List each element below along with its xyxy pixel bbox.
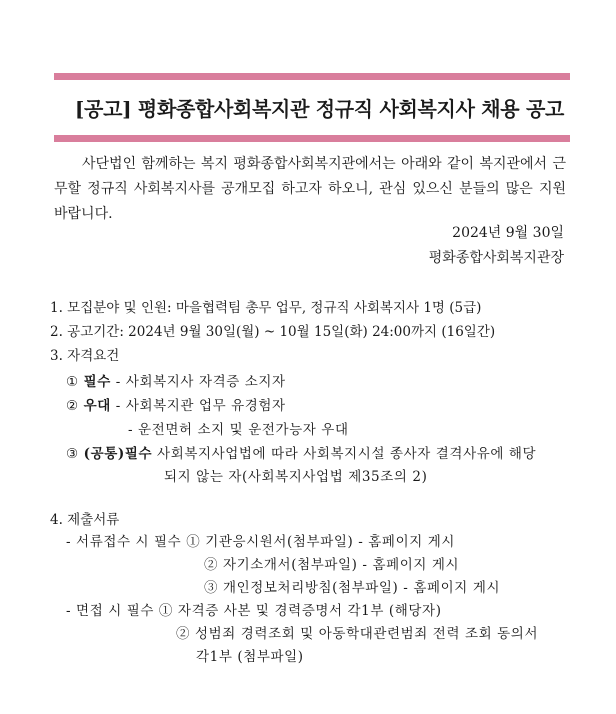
preferred-label: 우대	[83, 398, 111, 414]
qualification-preferred-extra: - 운전면허 소지 및 운전가능자 우대	[128, 422, 349, 438]
document-item-2: ② 자기소개서(첨부파일) - 홈페이지 게시	[204, 557, 460, 573]
announcement-date: 2024년 9월 30일	[452, 225, 564, 241]
qualifications-heading: 3. 자격요건	[50, 348, 120, 364]
page-title: [공고] 평화종합사회복지관 정규직 사회복지사 채용 공고	[74, 97, 564, 121]
required-text: - 사회복지사 자격증 소지자	[110, 374, 286, 390]
qualification-common	[66, 444, 536, 464]
interview-item-2-cont: 각1부 (첨부파일)	[196, 649, 304, 665]
qualification-common-cont: 되지 않는 자(사회복지사업법 제35조의 2)	[164, 469, 428, 485]
interview-item-2: ② 성범죄 경력조회 및 아동학대관련범죄 전력 조회 동의서	[176, 626, 539, 642]
recruit-field-line: 1. 모집분야 및 인원: 마을협력팀 총무 업무, 정규직 사회복지사 1명 (5급)	[50, 300, 482, 316]
required-label: 필수	[83, 374, 111, 390]
qualification-preferred	[66, 396, 286, 416]
item-number: ③	[66, 446, 84, 462]
interview-item-1: - 면접 시 필수 ① 자격증 사본 및 경력증명서 각1부 (해당자)	[66, 603, 442, 619]
item-number: ②	[66, 398, 84, 414]
announcement-signer: 평화종합사회복지관장	[428, 250, 564, 266]
common-label: (공통)필수	[83, 446, 153, 462]
document-item-1: - 서류접수 시 필수 ① 기관응시원서(첨부파일) - 홈페이지 게시	[66, 534, 456, 550]
qualification-required	[66, 372, 286, 392]
bottom-divider-bar	[54, 135, 570, 142]
documents-heading: 4. 제출서류	[50, 512, 120, 528]
intro-section	[54, 152, 566, 227]
common-text: 사회복지사업법에 따라 사회복지시설 종사자 결격사유에 해당	[152, 446, 537, 462]
document-item-3: ③ 개인정보처리방침(첨부파일) - 홈페이지 게시	[204, 580, 501, 596]
item-number: ①	[66, 374, 84, 390]
intro-paragraph: 사단법인 함께하는 복지 평화종합사회복지관에서는 아래와 같이 복지관에서 근무할 정규직 사회복지사를 공개모집 하고자 하오니, 관심 있으신 분들의 많은 지원 바랍니다.	[54, 156, 566, 222]
preferred-text: - 사회복지관 업무 유경험자	[110, 398, 286, 414]
top-divider-bar	[54, 73, 570, 80]
posting-period-line: 2. 공고기간: 2024년 9월 30일(월) ~ 10월 15일(화) 24:00까지 (16일간)	[50, 324, 496, 340]
